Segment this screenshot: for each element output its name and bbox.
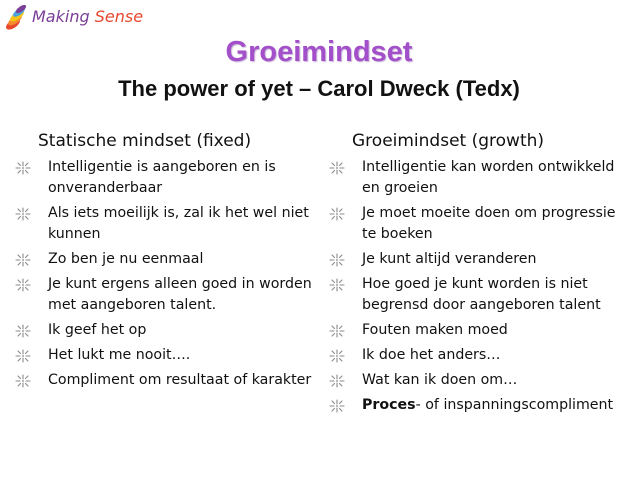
fixed-mindset-column bbox=[14, 131, 312, 395]
list-item bbox=[14, 203, 312, 245]
growth-mindset-column bbox=[328, 131, 634, 420]
list-item-text: Wat kan ik doen om… bbox=[362, 372, 518, 388]
sparkle-bullet-icon bbox=[328, 399, 346, 413]
sparkle-bullet-icon bbox=[328, 374, 346, 388]
list-item bbox=[328, 345, 634, 366]
list-item bbox=[14, 274, 312, 316]
sparkle-bullet-icon bbox=[14, 349, 32, 363]
sparkle-bullet-icon bbox=[328, 253, 346, 267]
sparkle-bullet-icon bbox=[14, 161, 32, 175]
slide-subtitle: The power of yet – Carol Dweck (Tedx) bbox=[118, 76, 520, 101]
logo-word-making: Making bbox=[32, 7, 90, 26]
list-item bbox=[14, 345, 312, 366]
list-item-bold-text: Proces bbox=[362, 397, 416, 413]
list-item bbox=[328, 249, 634, 270]
list-item-text: Compliment om resultaat of karakter bbox=[48, 372, 312, 388]
sparkle-bullet-icon bbox=[328, 161, 346, 175]
sparkle-bullet-icon bbox=[328, 349, 346, 363]
list-item bbox=[328, 370, 634, 391]
growth-mindset-heading: Groeimindset (growth) bbox=[352, 131, 545, 151]
sparkle-bullet-icon bbox=[14, 278, 32, 292]
list-item-text: Als iets moeilijk is, zal ik het wel niet kunnen bbox=[48, 205, 309, 242]
sparkle-bullet-icon bbox=[14, 207, 32, 221]
making-sense-logo bbox=[4, 4, 143, 30]
list-item-text: Hoe goed je kunt worden is niet begrensd door aangeboren talent bbox=[362, 276, 601, 313]
sparkle-bullet-icon bbox=[328, 278, 346, 292]
logo-text bbox=[32, 9, 143, 25]
list-item-text: Ik doe het anders… bbox=[362, 347, 501, 363]
sparkle-bullet-icon bbox=[14, 253, 32, 267]
list-item-text bbox=[362, 395, 613, 416]
list-item bbox=[328, 395, 634, 416]
logo-mark-icon bbox=[4, 4, 30, 30]
growth-mindset-list bbox=[328, 157, 634, 416]
list-item-text: Fouten maken moed bbox=[362, 322, 508, 338]
list-item-text: Je kunt altijd veranderen bbox=[362, 251, 537, 267]
list-item-text: Je moet moeite doen om progressie te boeken bbox=[362, 205, 616, 242]
list-item-text: Je kunt ergens alleen goed in worden met aangeboren talent. bbox=[48, 276, 312, 313]
list-item-text: Intelligentie is aangeboren en is onveranderbaar bbox=[48, 159, 276, 196]
list-item-text: Intelligentie kan worden ontwikkeld en groeien bbox=[362, 159, 615, 196]
list-item bbox=[14, 370, 312, 391]
sparkle-bullet-icon bbox=[14, 374, 32, 388]
list-item-text: Ik geef het op bbox=[48, 322, 147, 338]
slide-title: Groeimindset bbox=[225, 36, 413, 68]
list-item-text: Zo ben je nu eenmaal bbox=[48, 251, 204, 267]
list-item bbox=[328, 320, 634, 341]
list-item bbox=[14, 249, 312, 270]
logo-word-sense: Sense bbox=[94, 7, 144, 26]
list-item bbox=[328, 157, 634, 199]
sparkle-bullet-icon bbox=[14, 324, 32, 338]
fixed-mindset-heading: Statische mindset (fixed) bbox=[38, 131, 252, 151]
list-item-text: Het lukt me nooit…. bbox=[48, 347, 191, 363]
sparkle-bullet-icon bbox=[328, 207, 346, 221]
list-item bbox=[14, 320, 312, 341]
sparkle-bullet-icon bbox=[328, 324, 346, 338]
list-item-rest-text: - of inspanningscompliment bbox=[415, 397, 614, 413]
list-item bbox=[328, 203, 634, 245]
list-item bbox=[328, 274, 634, 316]
fixed-mindset-list bbox=[14, 157, 312, 391]
list-item bbox=[14, 157, 312, 199]
